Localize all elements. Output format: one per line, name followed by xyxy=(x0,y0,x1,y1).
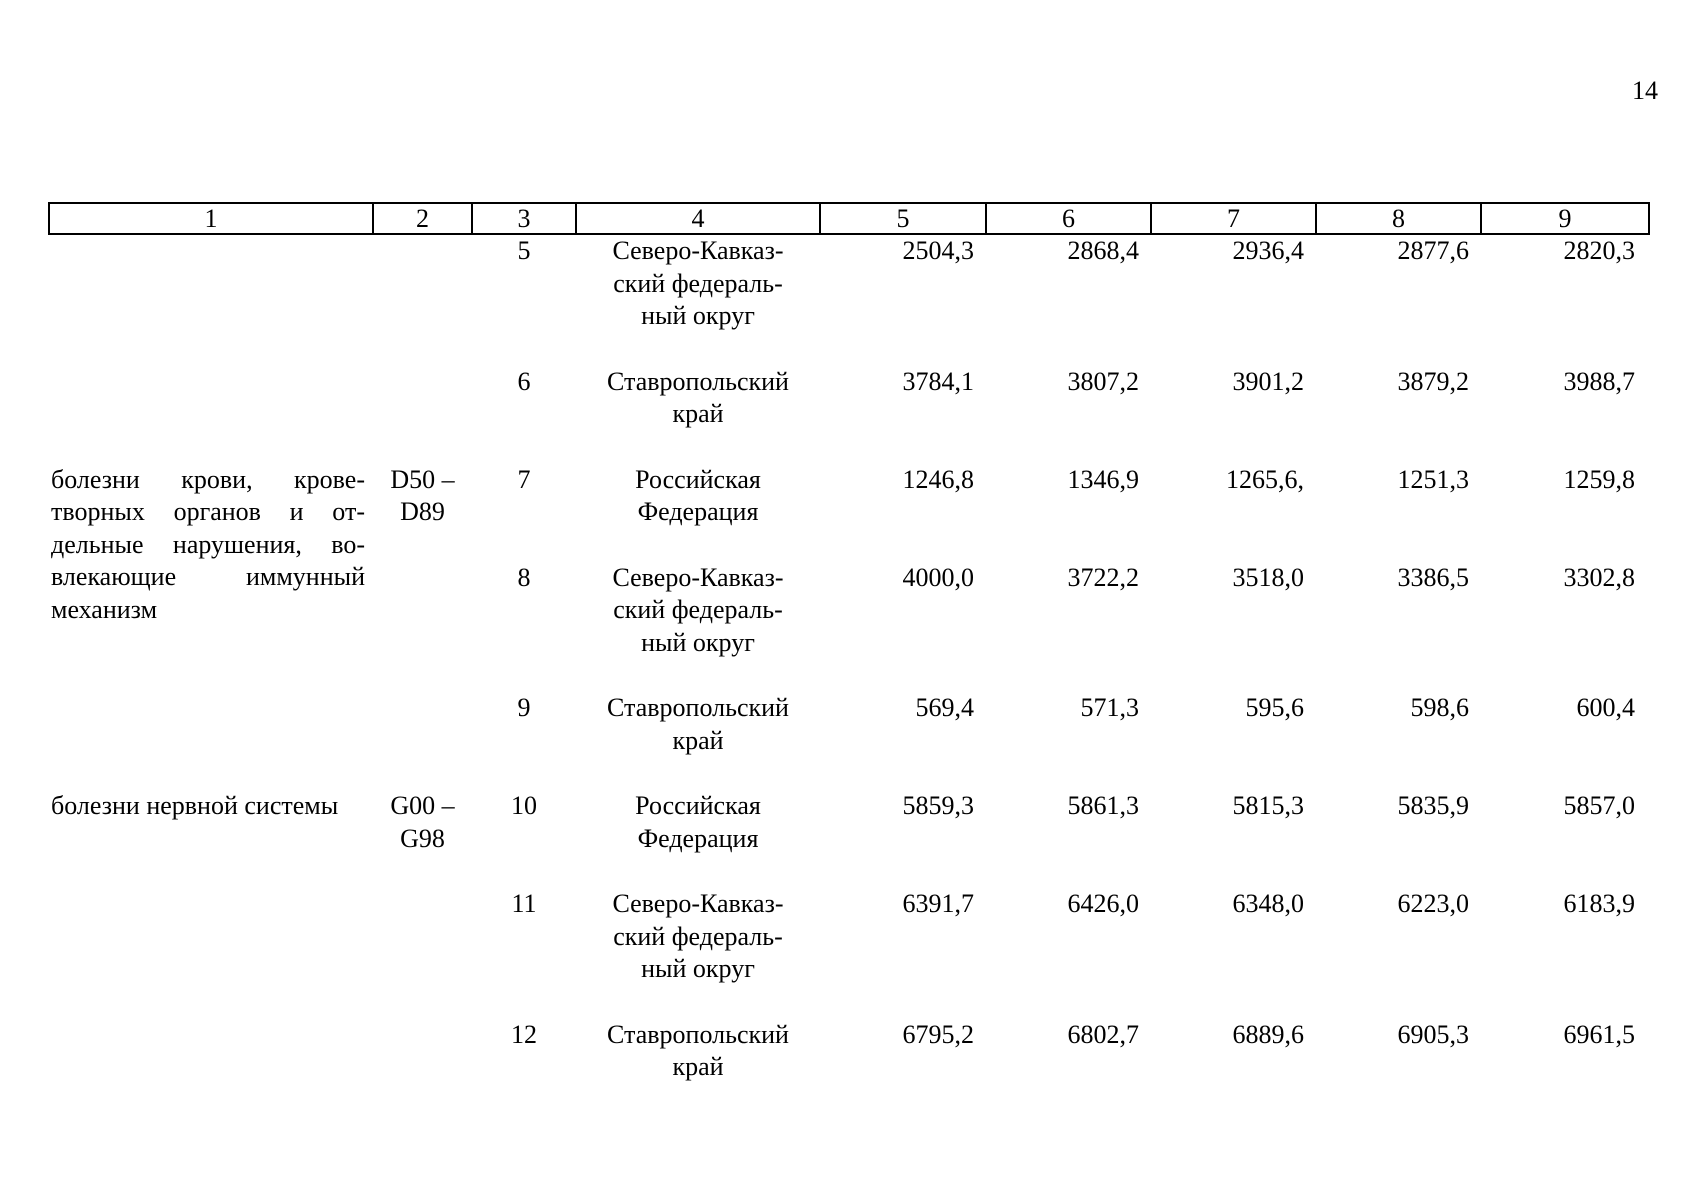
region-label: Российская Федерация xyxy=(635,791,761,853)
region-cell xyxy=(576,790,820,888)
value-cell: 6348,0 xyxy=(1232,889,1304,918)
value-cell: 6426,0 xyxy=(1067,889,1139,918)
disease-cell: болезни крови, крове-творных органов и от-дельные нарушения, во-влекающие иммунный механизм xyxy=(51,464,365,624)
value-cell: 6223,0 xyxy=(1397,889,1469,918)
table-row xyxy=(49,234,1649,366)
value-cell: 3807,2 xyxy=(1067,366,1139,396)
region-cell xyxy=(576,692,820,790)
column-header: 1 xyxy=(49,203,373,234)
region-cell xyxy=(576,1019,820,1117)
icd-code-cell xyxy=(373,366,472,464)
value-cell: 6391,7 xyxy=(902,889,974,918)
column-header: 2 xyxy=(373,203,472,234)
value-cell: 6905,3 xyxy=(1397,1019,1469,1049)
value-cell: 5815,3 xyxy=(1232,791,1304,820)
value-cell: 2877,6 xyxy=(1397,236,1469,265)
region-label: Ставропольский край xyxy=(607,366,789,428)
row-number-cell: 10 xyxy=(511,791,537,820)
value-cell: 3879,2 xyxy=(1397,366,1469,396)
value-cell: 2820,3 xyxy=(1563,236,1635,265)
region-label: Ставропольский край xyxy=(607,693,789,755)
row-number-cell: 6 xyxy=(517,366,531,396)
value-cell: 6889,6 xyxy=(1232,1019,1304,1049)
value-cell: 6802,7 xyxy=(1067,1019,1139,1049)
column-header: 5 xyxy=(820,203,986,234)
region-cell xyxy=(576,464,820,562)
value-cell: 3386,5 xyxy=(1397,562,1469,592)
disease-cell xyxy=(49,234,373,366)
value-cell: 595,6 xyxy=(1245,693,1304,722)
value-cell: 569,4 xyxy=(915,693,974,722)
value-cell: 5857,0 xyxy=(1563,791,1635,820)
value-cell: 3901,2 xyxy=(1232,366,1304,396)
table-row xyxy=(49,790,1649,888)
region-cell xyxy=(576,562,820,693)
region-label: Российская Федерация xyxy=(635,464,761,526)
disease-cell xyxy=(49,366,373,464)
value-cell: 5859,3 xyxy=(902,791,974,820)
region-label: Ставропольский край xyxy=(607,1019,789,1081)
value-cell: 571,3 xyxy=(1080,693,1139,722)
value-cell: 3988,7 xyxy=(1563,366,1635,396)
value-cell: 2936,4 xyxy=(1232,236,1304,265)
value-cell: 4000,0 xyxy=(902,562,974,592)
column-header: 6 xyxy=(986,203,1151,234)
value-cell: 1346,9 xyxy=(1067,464,1139,494)
value-cell: 600,4 xyxy=(1576,693,1635,722)
page-number: 14 xyxy=(1632,76,1658,105)
value-cell: 3722,2 xyxy=(1067,562,1139,592)
row-number-cell: 7 xyxy=(517,464,531,494)
value-cell: 6961,5 xyxy=(1563,1019,1635,1049)
value-cell: 598,6 xyxy=(1410,693,1469,722)
row-number-cell: 9 xyxy=(517,693,531,722)
row-number-cell: 12 xyxy=(511,1019,537,1049)
icd-code-cell xyxy=(373,234,472,366)
disease-cell: болезни нервной системы xyxy=(51,791,339,820)
table-row xyxy=(49,464,1649,562)
value-cell: 5861,3 xyxy=(1067,791,1139,820)
region-cell xyxy=(576,366,820,464)
value-cell: 2504,3 xyxy=(902,236,974,265)
column-number-header xyxy=(49,203,1649,234)
region-cell xyxy=(576,888,820,1019)
table-row xyxy=(49,366,1649,464)
value-cell: 1246,8 xyxy=(902,464,974,494)
value-cell: 3302,8 xyxy=(1563,562,1635,592)
icd-code-cell: D50 – D89 xyxy=(390,464,455,526)
region-label: Северо-Кавказ-ский федераль-ный округ xyxy=(612,236,784,330)
statistics-table xyxy=(48,202,1650,1117)
region-label: Северо-Кавказ-ский федераль-ный округ xyxy=(612,562,784,657)
value-cell: 3784,1 xyxy=(902,366,974,396)
value-cell: 5835,9 xyxy=(1397,791,1469,820)
region-cell xyxy=(576,234,820,366)
value-cell: 1251,3 xyxy=(1397,464,1469,494)
column-header: 7 xyxy=(1151,203,1316,234)
row-number-cell: 5 xyxy=(517,236,531,265)
column-header: 8 xyxy=(1316,203,1481,234)
value-cell: 3518,0 xyxy=(1232,562,1304,592)
column-header: 3 xyxy=(472,203,576,234)
row-number-cell: 8 xyxy=(517,562,531,592)
region-label: Северо-Кавказ-ский федераль-ный округ xyxy=(612,889,784,983)
value-cell: 6795,2 xyxy=(902,1019,974,1049)
column-header: 4 xyxy=(576,203,820,234)
column-header: 9 xyxy=(1481,203,1649,234)
value-cell: 1259,8 xyxy=(1563,464,1635,494)
value-cell: 2868,4 xyxy=(1067,236,1139,265)
row-number-cell: 11 xyxy=(511,889,537,918)
value-cell: 6183,9 xyxy=(1563,889,1635,918)
value-cell: 1265,6, xyxy=(1226,464,1304,494)
icd-code-cell: G00 – G98 xyxy=(390,791,455,853)
